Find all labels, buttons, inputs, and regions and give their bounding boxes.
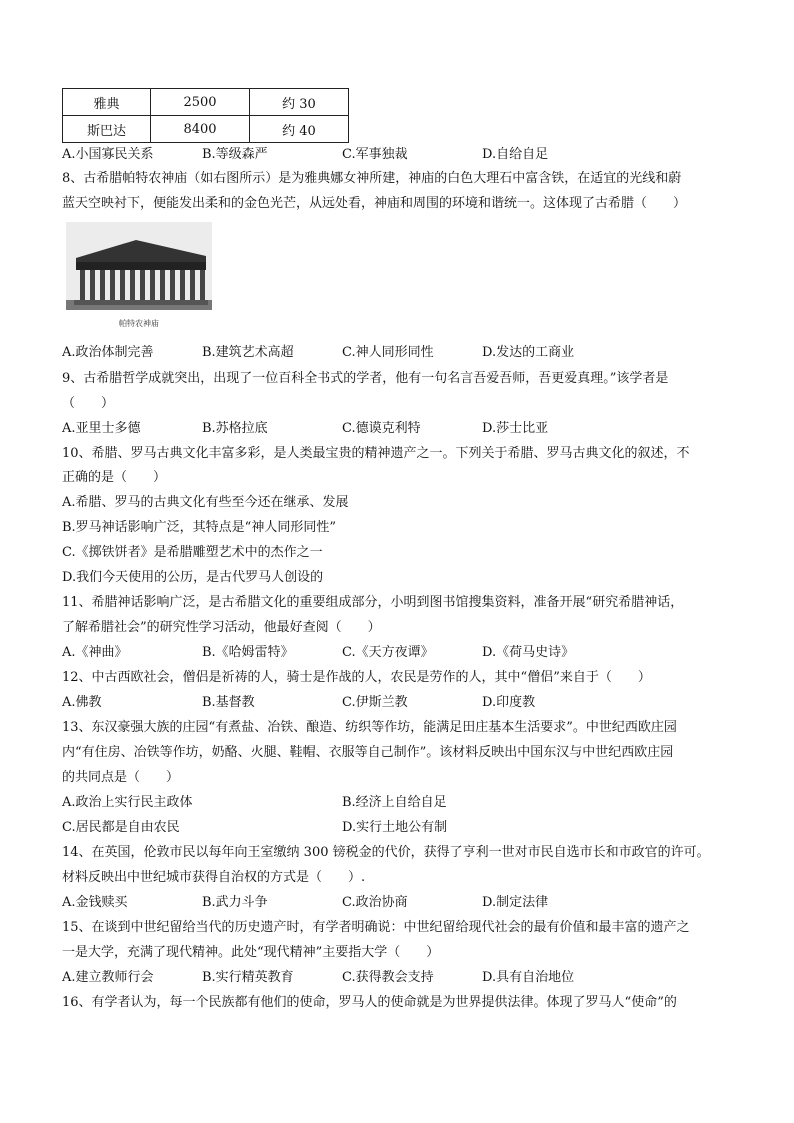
q15-option-a: A.建立教师行会 xyxy=(62,970,154,985)
parthenon-photo xyxy=(66,222,212,332)
q8-option-b: B.建筑艺术高超 xyxy=(202,345,294,360)
q13-stem-line2: 内“有住房、冶铁等作坊，奶酪、火腿、鞋帽、衣服等自己制作”。该材料反映出中国东汉与中世纪西欧庄园 xyxy=(62,745,674,760)
q8-option-c: C.神人同形同性 xyxy=(342,345,434,360)
q11-option-c: C.《天方夜谭》 xyxy=(342,645,434,660)
q7-option-c: C.军事独裁 xyxy=(342,147,408,162)
table-cell: 斯巴达 xyxy=(63,116,151,143)
q15-option-d: D.具有自治地位 xyxy=(482,970,575,985)
q7-option-b: B.等级森严 xyxy=(202,147,268,162)
q14-option-d: D.制定法律 xyxy=(482,895,549,910)
table-row xyxy=(63,116,349,143)
q10-stem-line1: 10、希腊、罗马古典文化丰富多彩，是人类最宝贵的精神遗产之一。下列关于希腊、罗马古典文化的叙述，不 xyxy=(62,446,690,461)
q8-stem-line2: 蓝天空映衬下，便能发出柔和的金色光芒，从远处看，神庙和周围的环境和谐统一。这体现了古希腊（ ） xyxy=(62,196,687,211)
q14-stem-line1: 14、在英国，伦敦市民以每年向王室缴纳 300 镑税金的代价，获得了亨利一世对市民自选市长和市政官的许可。 xyxy=(62,845,710,860)
photo-caption: 帕特农神庙 xyxy=(119,319,159,328)
q11-option-a: A.《神曲》 xyxy=(62,645,128,660)
q7-option-a: A.小国寡民关系 xyxy=(62,147,154,162)
q11-stem-line1: 11、希腊神话影响广泛，是古希腊文化的重要组成部分，小明到图书馆搜集资料，准备开展“研究希腊神话， xyxy=(62,595,684,610)
table-cell: 雅典 xyxy=(63,89,151,116)
q13-option-a: A.政治上实行民主政体 xyxy=(62,795,193,810)
q9-stem-line1: 9、古希腊哲学成就突出，出现了一位百科全书式的学者，他有一句名言吾爱吾师，吾更爱真理。”该学者是 xyxy=(62,371,669,386)
q14-option-b: B.武力斗争 xyxy=(202,895,268,910)
q10-option-a: A.希腊、罗马的古典文化有些至今还在继承、发展 xyxy=(62,495,349,510)
q7-option-d: D.自给自足 xyxy=(482,147,549,162)
q10-option-c: C.《掷铁饼者》是希腊雕塑艺术中的杰作之一 xyxy=(62,545,323,560)
q12-option-a: A.佛教 xyxy=(62,695,102,710)
table-row xyxy=(63,89,349,116)
q8-option-d: D.发达的工商业 xyxy=(482,345,575,360)
q13-option-b: B.经济上自给自足 xyxy=(342,795,447,810)
q12-option-b: B.基督教 xyxy=(202,695,255,710)
q13-stem-line3: 的共同点是（ ） xyxy=(62,770,180,785)
q12-option-d: D.印度教 xyxy=(482,695,536,710)
q15-stem-line1: 15、在谈到中世纪留给当代的历史遗产时，有学者明确说：中世纪留给现代社会的最有价值和最丰富的遗产之 xyxy=(62,920,690,935)
city-comparison-table xyxy=(62,88,349,143)
q9-option-b: B.苏格拉底 xyxy=(202,421,268,436)
q9-option-d: D.莎士比亚 xyxy=(482,421,549,436)
q11-option-d: D.《荷马史诗》 xyxy=(482,645,575,660)
table-cell: 约 40 xyxy=(250,116,349,143)
table-cell: 约 30 xyxy=(250,89,349,116)
q10-option-b: B.罗马神话影响广泛，其特点是“神人同形同性” xyxy=(62,520,336,535)
q15-stem-line2: 一是大学，充满了现代精神。此处“现代精神”主要指大学（ ） xyxy=(62,945,440,960)
q8-stem-line1: 8、古希腊帕特农神庙（如右图所示）是为雅典娜女神所建，神庙的白色大理石中富含铁，在适宜的光线和蔚 xyxy=(62,171,682,186)
q10-option-d: D.我们今天使用的公历，是古代罗马人创设的 xyxy=(62,570,324,585)
q16-stem-line1: 16、有学者认为，每一个民族都有他们的使命，罗马人的使命就是为世界提供法律。体现了罗马人“使命”的 xyxy=(62,995,677,1010)
q12-stem-line1: 12、中古西欧社会，僧侣是祈祷的人，骑士是作战的人，农民是劳作的人，其中“僧侣”来自于（ ） xyxy=(62,670,651,685)
q13-option-d: D.实行土地公有制 xyxy=(342,820,448,835)
q12-option-c: C.伊斯兰教 xyxy=(342,695,408,710)
q14-option-a: A.金钱赎买 xyxy=(62,895,128,910)
q15-option-c: C.获得教会支持 xyxy=(342,970,434,985)
q9-stem-line2: （ ） xyxy=(62,396,115,411)
q14-option-c: C.政治协商 xyxy=(342,895,408,910)
q11-stem-line2: 了解希腊社会”的研究性学习活动，他最好查阅（ ） xyxy=(62,620,381,635)
table-cell: 8400 xyxy=(151,116,250,143)
q13-option-c: C.居民都是自由农民 xyxy=(62,820,180,835)
q10-stem-line2: 正确的是（ ） xyxy=(62,470,167,485)
table-cell: 2500 xyxy=(151,89,250,116)
q14-stem-line2: 材料反映出中世纪城市获得自治权的方式是（ ）. xyxy=(62,870,366,885)
q15-option-b: B.实行精英教育 xyxy=(202,970,294,985)
q13-stem-line1: 13、东汉豪强大族的庄园“有煮盐、冶铁、酿造、纺织等作坊，能满足田庄基本生活要求”。中世纪西欧庄园 xyxy=(62,720,677,735)
q9-option-a: A.亚里士多德 xyxy=(62,421,141,436)
q11-option-b: B.《哈姆雷特》 xyxy=(202,645,294,660)
q9-option-c: C.德谟克利特 xyxy=(342,421,421,436)
q8-option-a: A.政治体制完善 xyxy=(62,345,154,360)
